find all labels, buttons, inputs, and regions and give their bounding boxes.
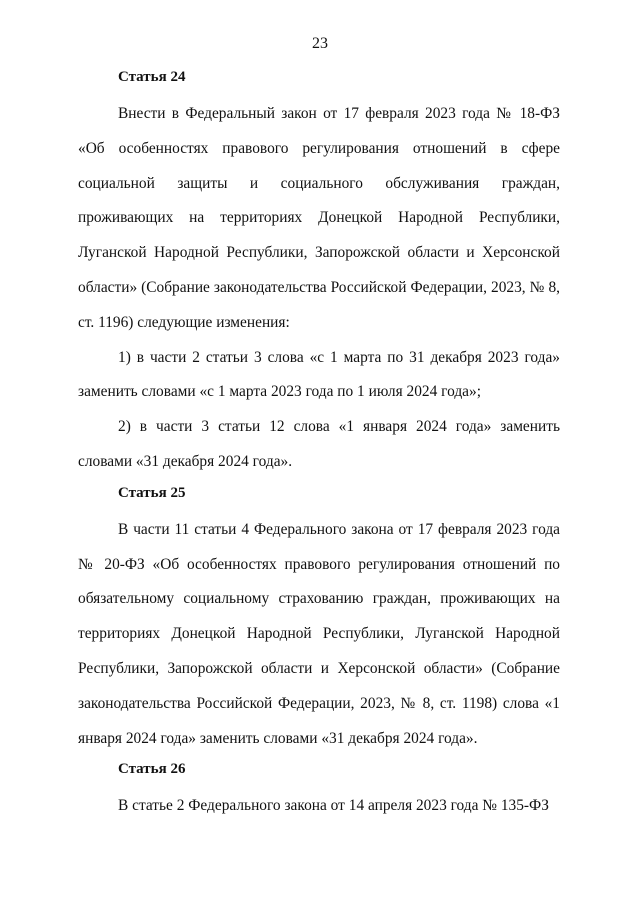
page-number: 23: [312, 35, 328, 52]
article-heading: Статья 25: [118, 484, 186, 501]
article-paragraph: 2) в части 3 статьи 12 слова «1 января 2024 года» заменить словами «31 декабря 2024 года».: [78, 418, 560, 470]
article-heading: Статья 24: [118, 69, 186, 85]
article-paragraph: В части 11 статьи 4 Федерального закона от 17 февраля 2023 года № 20-ФЗ «Об особенностях правового регулирования отношений по обязательному социальному страхованию граждан, проживающих на территориях Донецкой Народной Республики, Луганской Народной Республики, Запорожской области и Херсонской области» (Собрание законодательства Российской Федерации, 2023, № 8, ст. 1198) слова «1 января 2024 года» заменить словами «31 декабря 2024 года».: [78, 520, 560, 747]
article-paragraph: В статье 2 Федерального закона от 14 апреля 2023 года № 135-ФЗ: [118, 797, 549, 815]
article-paragraph: Внести в Федеральный закон от 17 февраля 2023 года № 18-ФЗ «Об особенностях правового регулирования отношений в сфере социальной защиты и социального обслуживания граждан, проживающих на территориях Донецкой Народной Республики, Луганской Народной Республики, Запорожской области и Херсонской области» (Собрание законодательства Российской Федерации, 2023, № 8, ст. 1196) следующие изменения:: [78, 105, 560, 331]
article-paragraph: 1) в части 2 статьи 3 слова «с 1 марта по 31 декабря 2023 года» заменить словами «с 1 марта 2023 года по 1 июля 2024 года»;: [78, 348, 560, 401]
document-body: [78, 67, 560, 824]
article-heading: Статья 26: [118, 761, 186, 778]
